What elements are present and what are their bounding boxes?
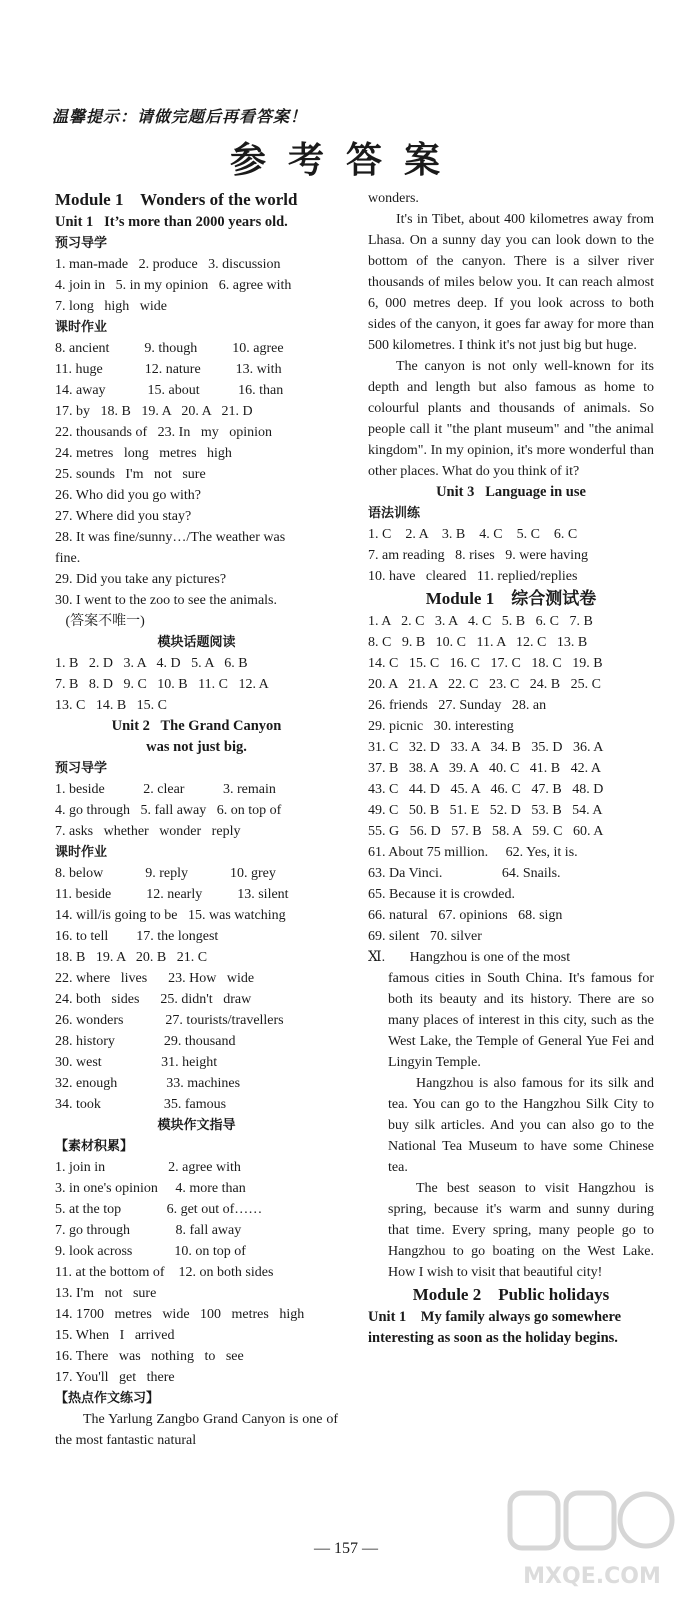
answer-line: Ⅺ. Hangzhou is one of the most bbox=[368, 950, 571, 965]
answer-line: 28. It was fine/sunny…/The weather was bbox=[55, 530, 286, 545]
answer-line: 61. About 75 million. 62. Yes, it is. bbox=[368, 845, 578, 860]
answer-line: 13. C 14. B 15. C bbox=[55, 698, 168, 713]
answer-line: 29. Did you take any pictures? bbox=[55, 572, 227, 587]
answer-line: 27. Where did you stay? bbox=[55, 509, 192, 524]
answer-line: 1. A 2. C 3. A 4. C 5. B 6. C 7. B bbox=[368, 614, 593, 629]
answer-line: 8. ancient 9. though 10. agree bbox=[55, 341, 284, 356]
answer-line: 8. C 9. B 10. C 11. A 12. C 13. B bbox=[368, 635, 588, 650]
answer-line: 17. by 18. B 19. A 20. A 21. D bbox=[55, 404, 253, 419]
watermark-text: MXQE.COM bbox=[523, 1564, 661, 1589]
answer-line: 18. B 19. A 20. B 21. C bbox=[55, 950, 208, 965]
essay-paragraph: The canyon is not only well-known for its depth and length but also famous as home to colourful plants and thousands of animals. So people call it "the plant museum" and "the animal kingdom". In my opinion, it's more wonderful than other places. What do you think of it? bbox=[368, 359, 654, 479]
module-heading: Module 1 Wonders of the world bbox=[55, 190, 298, 209]
answer-line: 22. thousands of 23. In my opinion bbox=[55, 425, 272, 440]
answer-line: 4. go through 5. fall away 6. on top of bbox=[55, 803, 282, 818]
answer-line: 4. join in 5. in my opinion 6. agree with bbox=[55, 278, 292, 293]
answer-line: 1. C 2. A 3. B 4. C 5. C 6. C bbox=[368, 527, 578, 542]
answer-line: 43. C 44. D 45. A 46. C 47. B 48. D bbox=[368, 782, 604, 797]
essay-paragraph: The best season to visit Hangzhou is spring, because it's warm and sunny during that time. Every spring, many people go to Hangzhou to go boating on the West Lake. How I wish to visit that beautiful city! bbox=[388, 1181, 654, 1280]
answer-line: 14. C 15. C 16. C 17. C 18. C 19. B bbox=[368, 656, 603, 671]
watermark-logo bbox=[500, 1488, 680, 1593]
page-number: — 157 — bbox=[314, 1540, 378, 1557]
unit-heading: Unit 3 Language in use bbox=[436, 484, 586, 500]
essay-paragraph: wonders. bbox=[368, 191, 419, 206]
answer-line: 34. took 35. famous bbox=[55, 1097, 227, 1112]
answer-line: 1. B 2. D 3. A 4. D 5. A 6. B bbox=[55, 656, 248, 671]
left-column bbox=[55, 188, 338, 1451]
unit-heading: was not just big. bbox=[146, 739, 247, 755]
answer-line: 30. I went to the zoo to see the animals. bbox=[55, 593, 277, 608]
answer-line: 55. G 56. D 57. B 58. A 59. C 60. A bbox=[368, 824, 604, 839]
answer-line: 9. look across 10. on top of bbox=[55, 1244, 246, 1259]
answer-line: 15. When I arrived bbox=[55, 1328, 175, 1343]
answer-line: 16. to tell 17. the longest bbox=[55, 929, 219, 944]
unit-heading: Unit 1 It’s more than 2000 years old. bbox=[55, 214, 288, 230]
page-title: 参考答案 bbox=[229, 140, 462, 181]
answer-line: 11. beside 12. nearly 13. silent bbox=[55, 887, 289, 902]
answer-line: 69. silent 70. silver bbox=[368, 929, 482, 944]
section-label: 模块话题阅读 bbox=[157, 635, 236, 650]
essay-paragraph: The Yarlung Zangbo Grand Canyon is one of the most fantastic natural bbox=[55, 1412, 338, 1448]
answer-line: 28. history 29. thousand bbox=[55, 1034, 236, 1049]
answer-line: 3. in one's opinion 4. more than bbox=[55, 1181, 246, 1196]
unit-heading: interesting as soon as the holiday begins. bbox=[368, 1330, 618, 1346]
answer-line: 7. long high wide bbox=[55, 299, 167, 314]
answer-line: 17. You'll get there bbox=[55, 1370, 175, 1385]
section-label: 【热点作文练习】 bbox=[55, 1391, 160, 1406]
answer-line: 63. Da Vinci. 64. Snails. bbox=[368, 866, 561, 881]
answer-line: 7. B 8. D 9. C 10. B 11. C 12. A bbox=[55, 677, 269, 692]
answer-line: 7. go through 8. fall away bbox=[55, 1223, 242, 1238]
answer-line: 37. B 38. A 39. A 40. C 41. B 42. A bbox=[368, 761, 601, 776]
answer-line: 65. Because it is crowded. bbox=[368, 887, 515, 902]
essay-paragraph: famous cities in South China. It's famous for both its beauty and its history. There are so many places of interest in this city, such as the West Lake, the Temple of General Yue Fei and Lingyin Temple. bbox=[388, 971, 654, 1070]
answer-line: 7. am reading 8. rises 9. were having bbox=[368, 548, 589, 563]
answer-line: 30. west 31. height bbox=[55, 1055, 218, 1070]
answer-line: 10. have cleared 11. replied/replies bbox=[368, 569, 578, 584]
unit-heading: Unit 1 My family always go somewhere bbox=[368, 1309, 622, 1325]
answer-line: 16. There was nothing to see bbox=[55, 1349, 244, 1364]
answer-line: 1. beside 2. clear 3. remain bbox=[55, 782, 276, 797]
answer-line: 1. join in 2. agree with bbox=[55, 1160, 241, 1175]
answer-line: 26. Who did you go with? bbox=[55, 488, 201, 503]
answer-line: fine. bbox=[55, 551, 81, 566]
answer-line: 5. at the top 6. get out of…… bbox=[55, 1202, 263, 1217]
unit-heading: Unit 2 The Grand Canyon bbox=[111, 718, 282, 734]
answer-line: 66. natural 67. opinions 68. sign bbox=[368, 908, 563, 923]
answer-line: 24. metres long metres high bbox=[55, 446, 232, 461]
answer-line: 26. friends 27. Sunday 28. an bbox=[368, 698, 547, 713]
answer-line: 14. will/is going to be 15. was watching bbox=[55, 908, 286, 923]
essay-paragraph: It's in Tibet, about 400 kilometres away from Lhasa. On a sunny day you can look down to the bottom of the canyon. There is a silver river thousands of miles below you. It can reach almost 6, 000 metres deep. If you look across to both sides of the canyon, it goes far away for more than 500 kilometres. I think it's not just big but huge. bbox=[368, 212, 654, 353]
answer-line: 49. C 50. B 51. E 52. D 53. B 54. A bbox=[368, 803, 603, 818]
answer-line: 32. enough 33. machines bbox=[55, 1076, 241, 1091]
section-label: 【素材积累】 bbox=[55, 1139, 134, 1154]
answer-line: 26. wonders 27. tourists/travellers bbox=[55, 1013, 284, 1028]
answer-line: 20. A 21. A 22. C 23. C 24. B 25. C bbox=[368, 677, 601, 692]
section-label: 预习导学 bbox=[55, 761, 108, 776]
answer-line: 29. picnic 30. interesting bbox=[368, 719, 514, 734]
answer-line: 22. where lives 23. How wide bbox=[55, 971, 255, 986]
answer-line: 11. at the bottom of 12. on both sides bbox=[55, 1265, 274, 1280]
answer-line: 31. C 32. D 33. A 34. B 35. D 36. A bbox=[368, 740, 604, 755]
module-heading: Module 1 综合测试卷 bbox=[425, 589, 597, 608]
section-label: 语法训练 bbox=[368, 506, 421, 521]
answer-line: 11. huge 12. nature 13. with bbox=[55, 362, 282, 377]
reminder-notice: 温馨提示：请做完题后再看答案！ bbox=[52, 107, 308, 126]
answer-line: 14. 1700 metres wide 100 metres high bbox=[55, 1307, 305, 1322]
answer-line: 1. man-made 2. produce 3. discussion bbox=[55, 257, 281, 272]
answer-line: 8. below 9. reply 10. grey bbox=[55, 866, 276, 881]
answer-line: 25. sounds I'm not sure bbox=[55, 467, 206, 482]
section-label: 课时作业 bbox=[55, 845, 108, 860]
answer-line: 7. asks whether wonder reply bbox=[55, 824, 241, 839]
section-label: 模块作文指导 bbox=[157, 1118, 236, 1133]
essay-paragraph: Hangzhou is also famous for its silk and tea. You can go to the Hangzhou Silk City to buy silk articles. And you can also go to the National Tea Museum to have some Chinese tea. bbox=[388, 1076, 654, 1175]
answer-line: 13. I'm not sure bbox=[55, 1286, 157, 1301]
answer-line: (答案不唯一) bbox=[55, 614, 145, 629]
answer-line: 14. away 15. about 16. than bbox=[55, 383, 284, 398]
section-label: 课时作业 bbox=[55, 320, 108, 335]
section-label: 预习导学 bbox=[55, 236, 108, 251]
answer-line: 24. both sides 25. didn't draw bbox=[55, 992, 252, 1007]
module-heading: Module 2 Public holidays bbox=[412, 1285, 610, 1304]
right-column bbox=[368, 188, 654, 1349]
